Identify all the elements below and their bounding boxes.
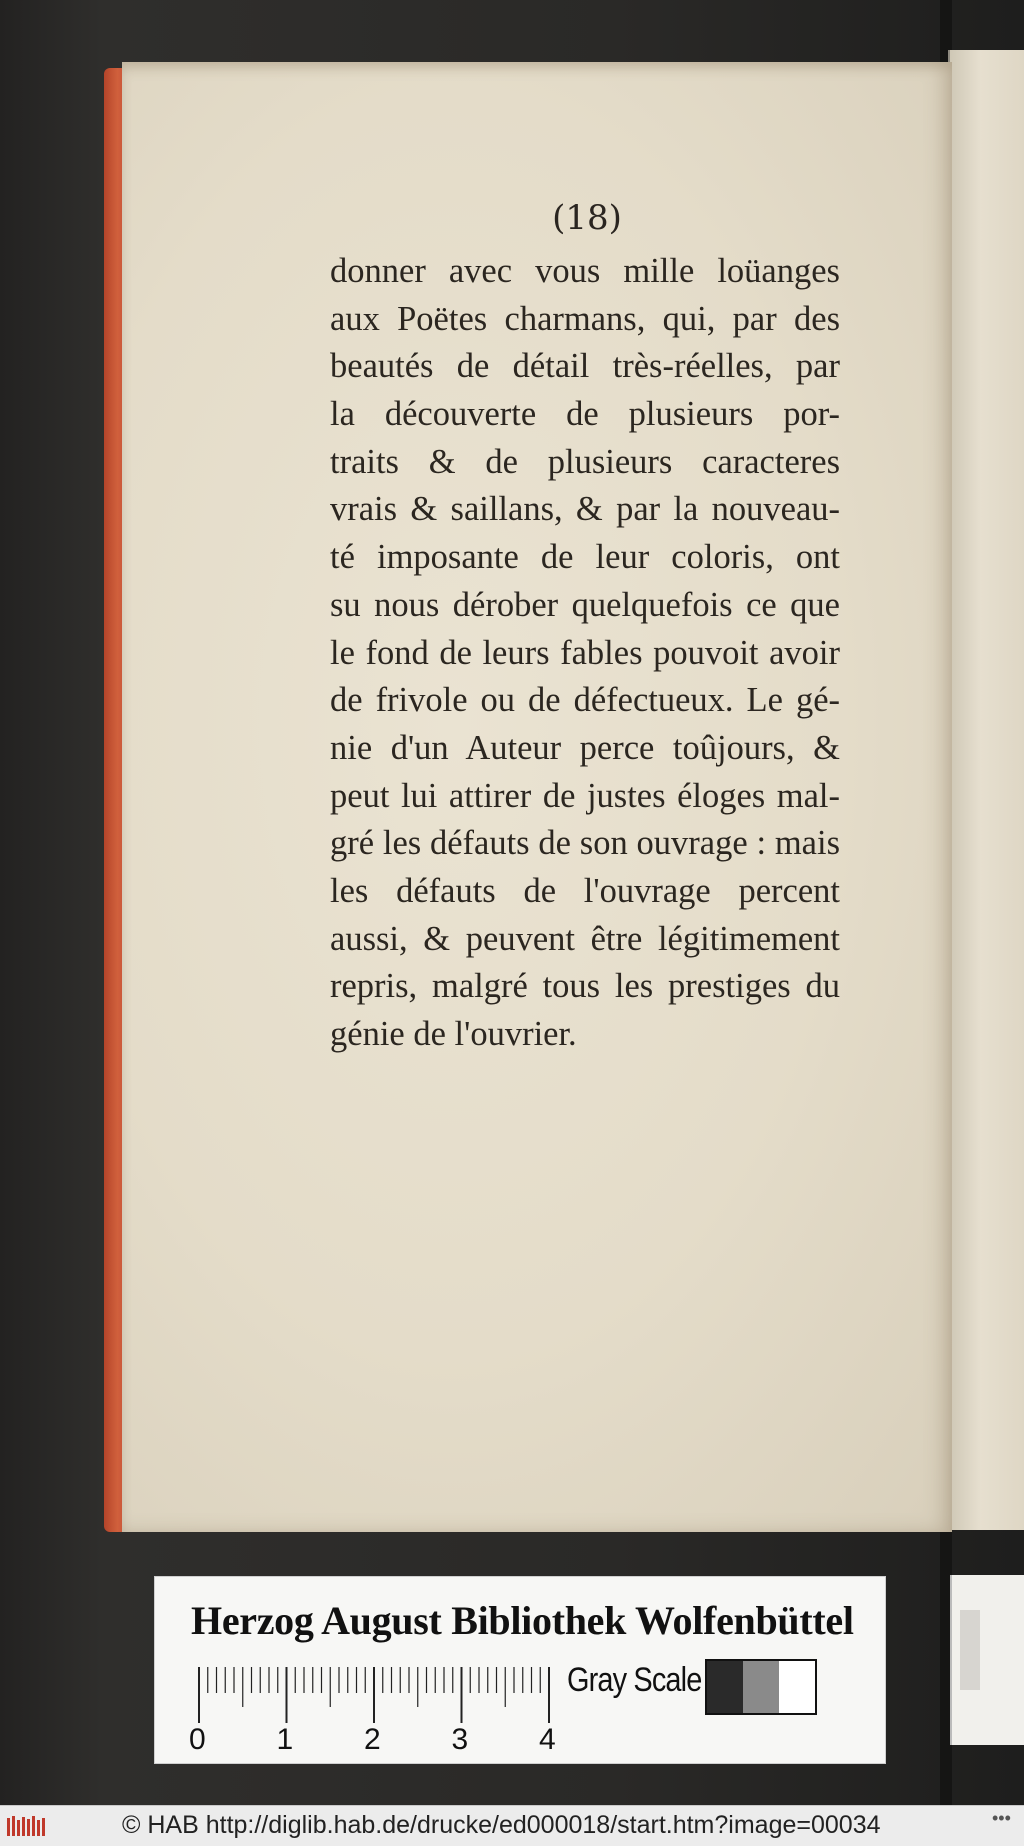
text-line: traits & de plusieurs caracteres — [330, 442, 840, 481]
text-line: té imposante de leur coloris, ont — [330, 538, 840, 577]
library-name: Herzog August Bibliothek Wolfenbüttel — [191, 1598, 854, 1643]
image-url[interactable]: © HAB http://diglib.hab.de/drucke/ed000018/start.htm?image=00034 — [122, 1811, 881, 1839]
ruler-number: 2 — [364, 1723, 381, 1756]
text-line: gré les défauts de son ouvrage : mais — [330, 824, 840, 863]
ruler-number: 1 — [276, 1723, 294, 1756]
text-line: aussi, & peuvent être légitimement — [330, 919, 840, 958]
ruler-number: 3 — [451, 1723, 469, 1756]
text-line: peut lui attirer de justes éloges mal- — [330, 776, 840, 815]
text-line: su nous dérober quelquefois ce que — [330, 585, 840, 624]
text-line: vrais & saillans, & par la nouveau- — [330, 490, 840, 529]
text-line: repris, malgré tous les prestiges du — [330, 967, 840, 1006]
text-line: beautés de détail très-réelles, par — [330, 347, 840, 386]
page-text — [330, 248, 840, 1059]
adjacent-card-mark — [960, 1610, 980, 1690]
gray-scale-bar — [705, 1659, 817, 1715]
ruler-number: 0 — [189, 1723, 206, 1756]
hab-logo-icon — [6, 1814, 46, 1838]
text-line: génie de l'ouvrier. — [330, 1015, 577, 1053]
library-card — [154, 1576, 886, 1764]
viewer-footer — [0, 1805, 1024, 1846]
text-line: nie d'un Auteur perce toûjours, & — [330, 728, 840, 767]
gray-swatch — [707, 1661, 743, 1713]
ruler-numbers — [191, 1723, 591, 1759]
more-options-icon[interactable]: ••• — [992, 1808, 1011, 1828]
ruler-number: 4 — [539, 1723, 556, 1756]
ruler-scale — [197, 1663, 557, 1723]
gray-scale-label: Gray Scale — [567, 1661, 702, 1699]
text-line: les défauts de l'ouvrage percent — [330, 871, 840, 910]
adjacent-page — [948, 50, 1024, 1530]
gray-swatch — [743, 1661, 779, 1713]
text-line: donner avec vous mille loüanges — [330, 252, 840, 290]
text-line: aux Poëtes charmans, qui, par des — [330, 299, 840, 338]
text-line: de frivole ou de défectueux. Le gé- — [330, 681, 840, 720]
text-line: le fond de leurs fables pouvoit avoir — [330, 633, 840, 672]
page-number: (18) — [552, 198, 622, 238]
text-line: la découverte de plusieurs por- — [330, 395, 840, 434]
gray-swatch — [779, 1661, 815, 1713]
